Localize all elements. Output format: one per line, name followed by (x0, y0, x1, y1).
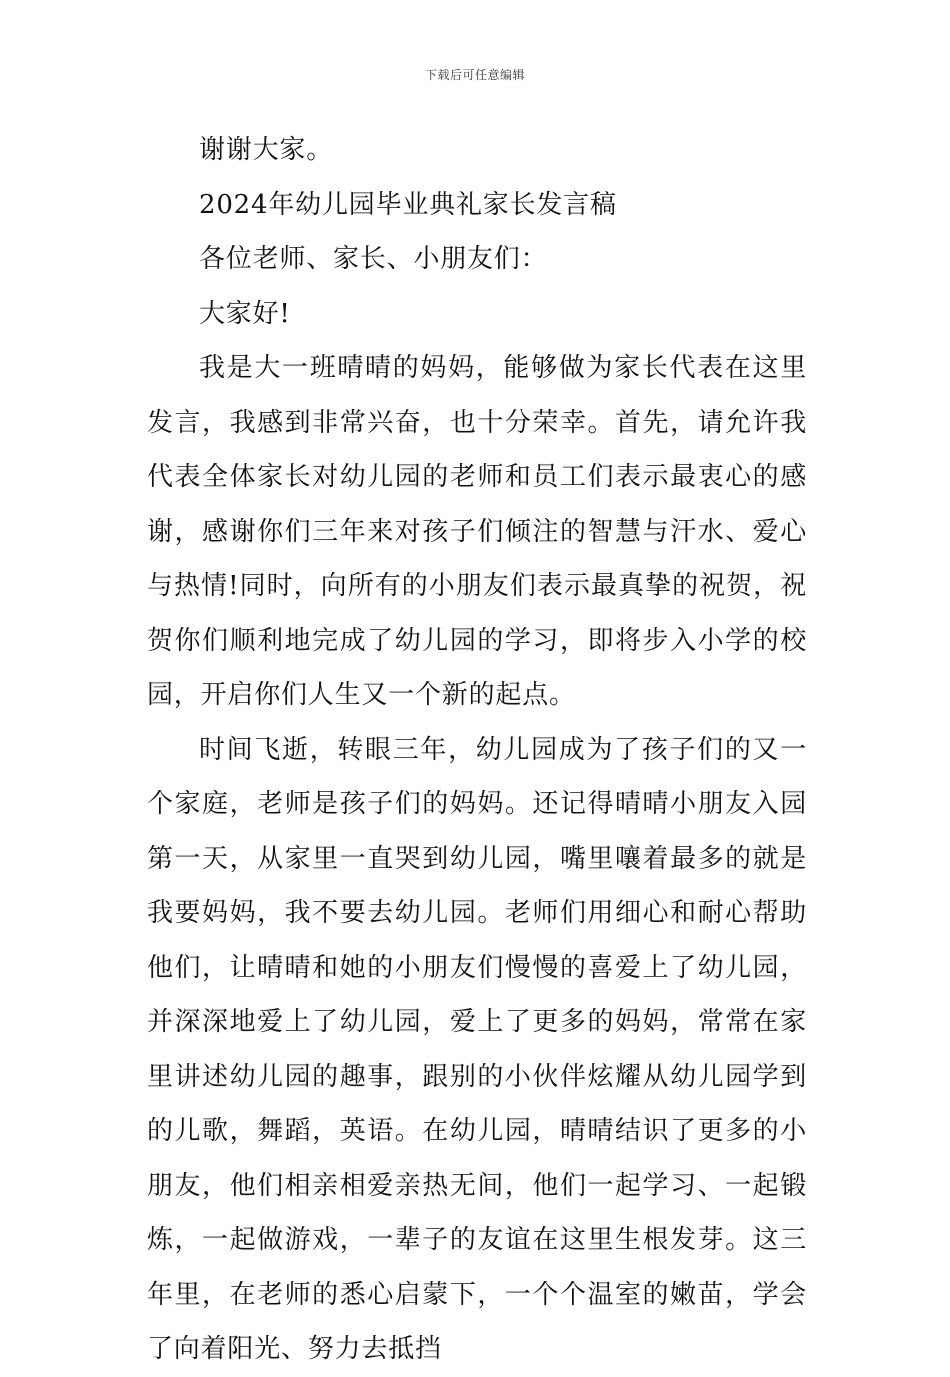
paragraph-greeting: 大家好! (199, 298, 291, 329)
document-body (147, 123, 807, 1377)
header-note: 下载后可任意编辑 (424, 68, 525, 82)
paragraph-introduction: 我是大一班晴晴的妈妈，能够做为家长代表在这里发言，我感到非常兴奋，也十分荣幸。首先，请允许我代表全体家长对幼儿园的老师和员工们表示最衷心的感谢，感谢你们三年来对孩子们倾注的智慧与汗水、爱心与热情!同时，向所有的小朋友们表示最真挚的祝贺，祝贺你们顺利地完成了幼儿园的学习，即将步入小学的校园，开启你们人生又一个新的起点。 (147, 353, 807, 710)
paragraph-closing-thanks: 谢谢大家。 (199, 135, 334, 165)
paragraph-memories: 时间飞逝，转眼三年，幼儿园成为了孩子们的又一个家庭，老师是孩子们的妈妈。还记得晴晴小朋友入园第一天，从家里一直哭到幼儿园，嘴里嚷着最多的就是我要妈妈，我不要去幼儿园。老师们用细心和耐心帮助他们，让晴晴和她的小朋友们慢慢的喜爱上了幼儿园，并深深地爱上了幼儿园，爱上了更多的妈妈，常常在家里讲述幼儿园的趣事，跟别的小伙伴炫耀从幼儿园学到的儿歌，舞蹈，英语。在幼儿园，晴晴结识了更多的小朋友，他们相亲相爱亲热无间，他们一起学习、一起锻炼，一起做游戏，一辈子的友谊在这里生根发芽。这三年里，在老师的悉心启蒙下，一个个温室的嫩苗，学会了向着阳光、努力去抵挡 (147, 734, 807, 1364)
paragraph-salutation: 各位老师、家长、小朋友们： (199, 244, 548, 274)
paragraph-title: 2024年幼儿园毕业典礼家长发言稿 (199, 189, 617, 220)
